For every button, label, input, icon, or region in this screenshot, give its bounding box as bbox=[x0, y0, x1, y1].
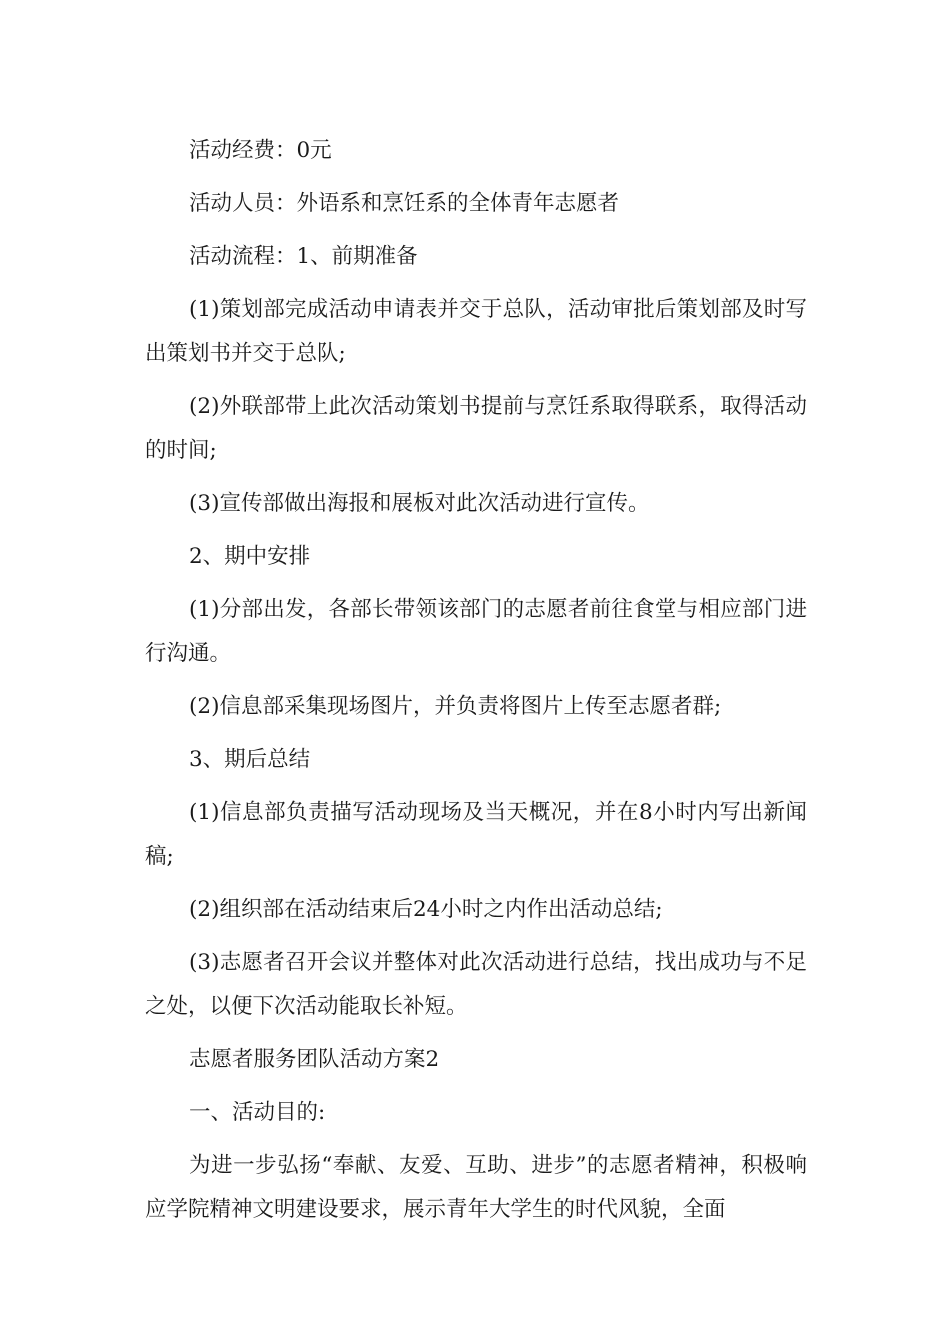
paragraph-summary-1: (1)信息部负责描写活动现场及当天概况，并在8小时内写出新闻稿; bbox=[145, 800, 807, 869]
paragraph-prep-1: (1)策划部完成活动申请表并交于总队，活动审批后策划部及时写出策划书并交于总队; bbox=[145, 297, 807, 366]
paragraph-midterm-2: (2)信息部采集现场图片，并负责将图片上传至志愿者群; bbox=[189, 694, 722, 719]
paragraph-midterm-1: (1)分部出发，各部长带领该部门的志愿者前往食堂与相应部门进行沟通。 bbox=[145, 597, 807, 666]
paragraph-prep-2: (2)外联部带上此次活动策划书提前与烹饪系取得联系，取得活动的时间; bbox=[145, 394, 807, 463]
paragraph-summary-heading: 3、期后总结 bbox=[189, 747, 311, 772]
paragraph-purpose-heading: 一、活动目的: bbox=[189, 1100, 326, 1125]
paragraph-midterm-heading: 2、期中安排 bbox=[189, 544, 311, 569]
paragraph-purpose-text: 为进一步弘扬“奉献、友爱、互助、进步”的志愿者精神，积极响应学院精神文明建设要求，展示青年大学生的时代风貌，全面 bbox=[145, 1153, 807, 1222]
document-body bbox=[145, 129, 807, 1241]
paragraph-plan-2-title: 志愿者服务团队活动方案2 bbox=[189, 1047, 440, 1072]
paragraph-personnel: 活动人员：外语系和烹饪系的全体青年志愿者 bbox=[189, 191, 620, 216]
paragraph-process-heading: 活动流程：1、前期准备 bbox=[189, 244, 418, 269]
paragraph-summary-3: (3)志愿者召开会议并整体对此次活动进行总结，找出成功与不足之处，以便下次活动能取长补短。 bbox=[145, 950, 807, 1019]
paragraph-budget: 活动经费：0元 bbox=[189, 138, 332, 163]
paragraph-summary-2: (2)组织部在活动结束后24小时之内作出活动总结; bbox=[189, 897, 663, 922]
paragraph-prep-3: (3)宣传部做出海报和展板对此次活动进行宣传。 bbox=[189, 491, 650, 516]
